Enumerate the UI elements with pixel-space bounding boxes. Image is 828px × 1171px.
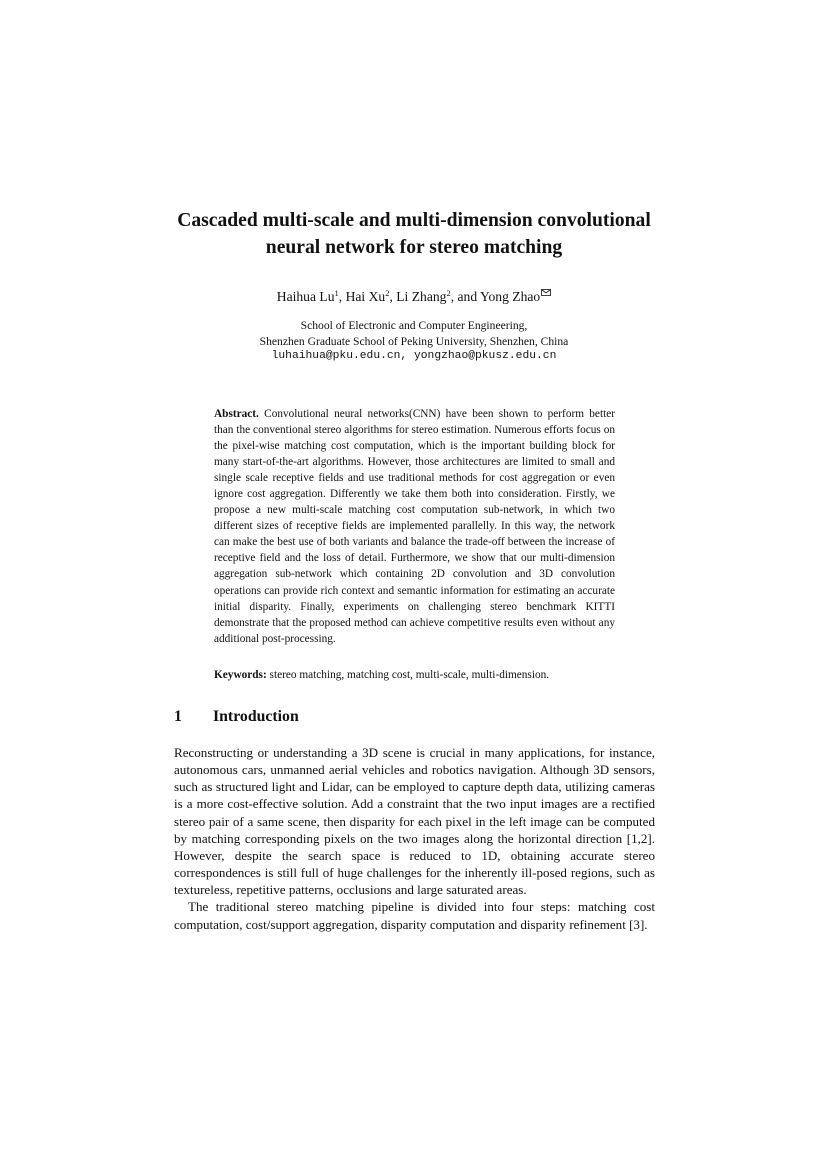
affiliation-line-2: Shenzhen Graduate School of Peking University, Shenzhen, China [259,334,569,348]
body-paragraph: Reconstructing or understanding a 3D scene is crucial in many applications, for instance, autonomous cars, unmanned aerial vehicles and robotics navigation. Although 3D sensors, such as structured light and Lidar, can be employed to capture depth data, utilizing cameras is a more cost-effective solution. Add a constraint that the two input images are a rectified stereo pair of a same scene, then disparity for each pixel in the left image can be computed by matching corresponding pixels on the two images along the horizontal direction [1,2]. However, despite the search space is reduced to 1D, obtaining accurate stereo correspondences is still full of huge challenges for the inherently ill-posed regions, such as textureless, repetitive patterns, occlusions and large saturated areas. [174,745,655,898]
author-list [150,288,678,306]
author-name: Hai Xu [345,289,386,304]
author-emails: luhaihua@pku.edu.cn, yongzhao@pkusz.edu.cn [271,350,557,363]
body-paragraph: The traditional stereo matching pipeline is divided into four steps: matching cost computation, cost/support aggregation, disparity computation and disparity refinement [3]. [174,899,655,932]
abstract [214,406,615,647]
author-separator: , and [450,289,481,304]
author-affiliation-mark: 2 [385,288,390,298]
section-number: 1 [174,708,182,725]
section-heading [174,707,299,727]
paper-title [150,207,678,261]
title-line-2: neural network for stereo matching [265,237,563,258]
keywords-label: Keywords: [214,669,267,681]
author-name: Yong Zhao [480,289,541,304]
abstract-label: Abstract. [214,408,259,420]
affiliation-block [150,318,678,365]
author-name: Haihua Lu [276,289,335,304]
author-affiliation-mark: 1 [334,288,339,298]
section-title: Introduction [213,708,299,725]
section-body [174,744,655,933]
title-line-1: Cascaded multi-scale and multi-dimension convolutional [177,210,651,231]
keywords-text: stereo matching, matching cost, multi-scale, multi-dimension. [269,669,550,681]
abstract-text: Convolutional neural networks(CNN) have been shown to perform better than the conventional stereo algorithms for stereo estimation. Numerous efforts focus on the pixel-wise matching cost computation, which is the important building block for many start-of-the-art algorithms. However, those architectures are limited to small and single scale receptive fields and use traditional methods for cost aggregation or even ignore cost aggregation. Differently we take them both into consideration. Firstly, we propose a new multi-scale matching cost computation sub-network, in which two different sizes of receptive fields are implemented parallelly. In this way, the network can make the best use of both variants and balance the trade-off between the increase of receptive field and the loss of detail. Furthermore, we show that our multi-dimension aggregation sub-network which containing 2D convolution and 3D convolution operations can provide rich context and semantic information for estimating an accurate initial disparity. Finally, experiments on challenging stereo benchmark KITTI demonstrate that the proposed method can achieve competitive results even without any additional post-processing. [214,408,616,645]
affiliation-line-1: School of Electronic and Computer Engineering, [300,319,528,332]
envelope-icon [541,289,551,296]
keywords [214,667,615,683]
author-separator: , [338,289,346,304]
author-affiliation-mark: 2 [446,288,451,298]
author-separator: , [389,289,397,304]
author-name: Li Zhang [396,289,447,304]
